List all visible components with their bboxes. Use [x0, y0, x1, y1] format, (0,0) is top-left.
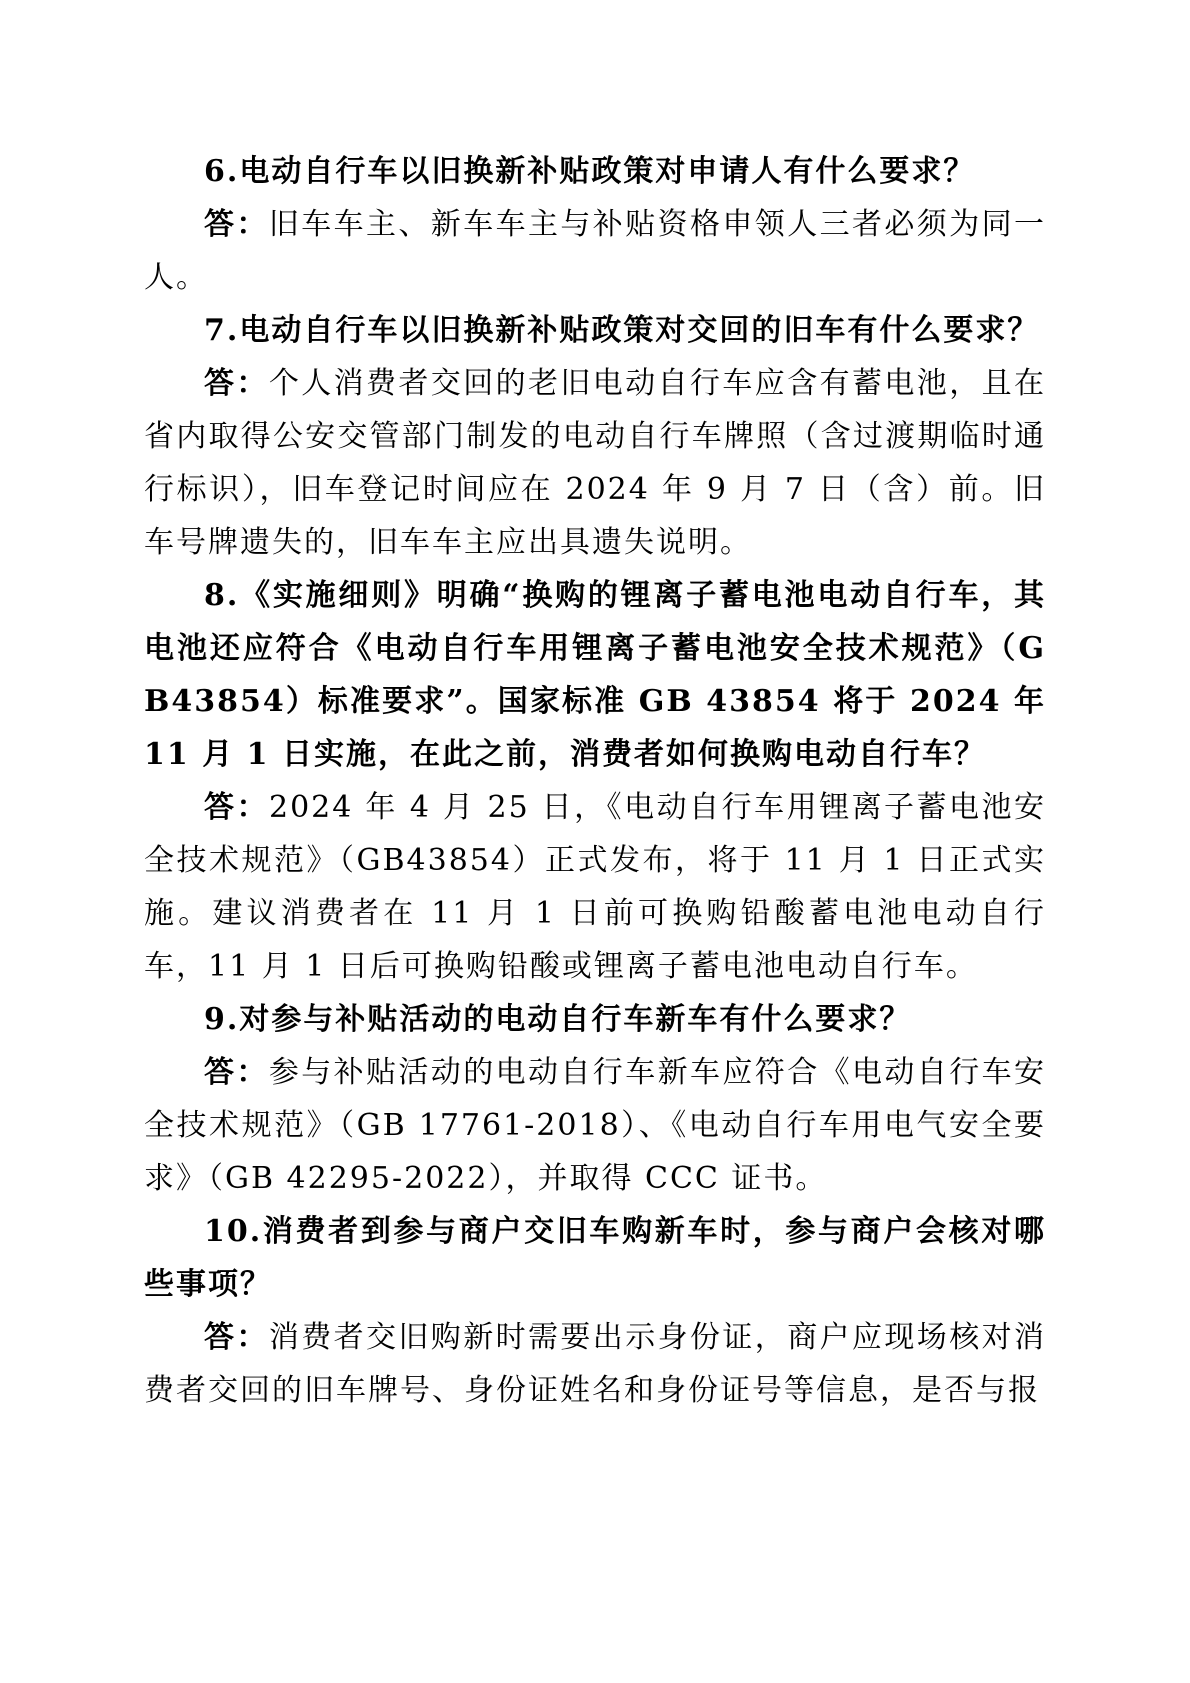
answer-10	[144, 1311, 1046, 1417]
answer-text: 参与补贴活动的电动自行车新车应符合《电动自行车安全技术规范》（GB 17761-2018）、《电动自行车用电气安全要求》（GB 42295-2022），并取得 CCC 证书。	[144, 1055, 1047, 1196]
answer-8	[144, 781, 1046, 993]
answer-text: 消费者交旧购新时需要出示身份证，商户应现场核对消费者交回的旧车牌号、身份证姓名和身份证号等信息，是否与报	[144, 1320, 1047, 1408]
answer-7	[144, 357, 1046, 569]
answer-text: 个人消费者交回的老旧电动自行车应含有蓄电池，且在省内取得公安交管部门制发的电动自行车牌照（含过渡期临时通行标识），旧车登记时间应在 2024 年 9 月 7 日（含）前。旧车号牌遗失的，旧车车主应出具遗失说明。	[144, 366, 1047, 560]
question-7: 7.电动自行车以旧换新补贴政策对交回的旧车有什么要求？	[204, 313, 1040, 348]
answer-9	[144, 1046, 1046, 1205]
answer-label: 答：	[204, 366, 269, 401]
answer-label: 答：	[204, 790, 269, 825]
question-10: 10.消费者到参与商户交旧车购新车时，参与商户会核对哪些事项？	[144, 1214, 1046, 1302]
answer-label: 答：	[204, 1055, 269, 1090]
document-body	[144, 145, 1046, 1417]
answer-label: 答：	[204, 1320, 269, 1355]
answer-6	[144, 198, 1046, 304]
question-8: 8.《实施细则》明确“换购的锂离子蓄电池电动自行车，其电池还应符合《电动自行车用锂离子蓄电池安全技术规范》（GB43854）标准要求”。国家标准 GB 43854 将于 2024 年 11 月 1 日实施，在此之前，消费者如何换购电动自行车？	[144, 578, 1046, 772]
question-6: 6.电动自行车以旧换新补贴政策对申请人有什么要求？	[204, 154, 976, 189]
answer-label: 答：	[204, 207, 269, 242]
answer-text: 2024 年 4 月 25 日，《电动自行车用锂离子蓄电池安全技术规范》（GB43854）正式发布，将于 11 月 1 日正式实施。建议消费者在 11 月 1 日前可换购铅酸蓄电池电动自行车，11 月 1 日后可换购铅酸或锂离子蓄电池电动自行车。	[144, 790, 1047, 984]
answer-text: 旧车车主、新车车主与补贴资格申领人三者必须为同一人。	[144, 207, 1047, 295]
question-9: 9.对参与补贴活动的电动自行车新车有什么要求？	[204, 1002, 912, 1037]
